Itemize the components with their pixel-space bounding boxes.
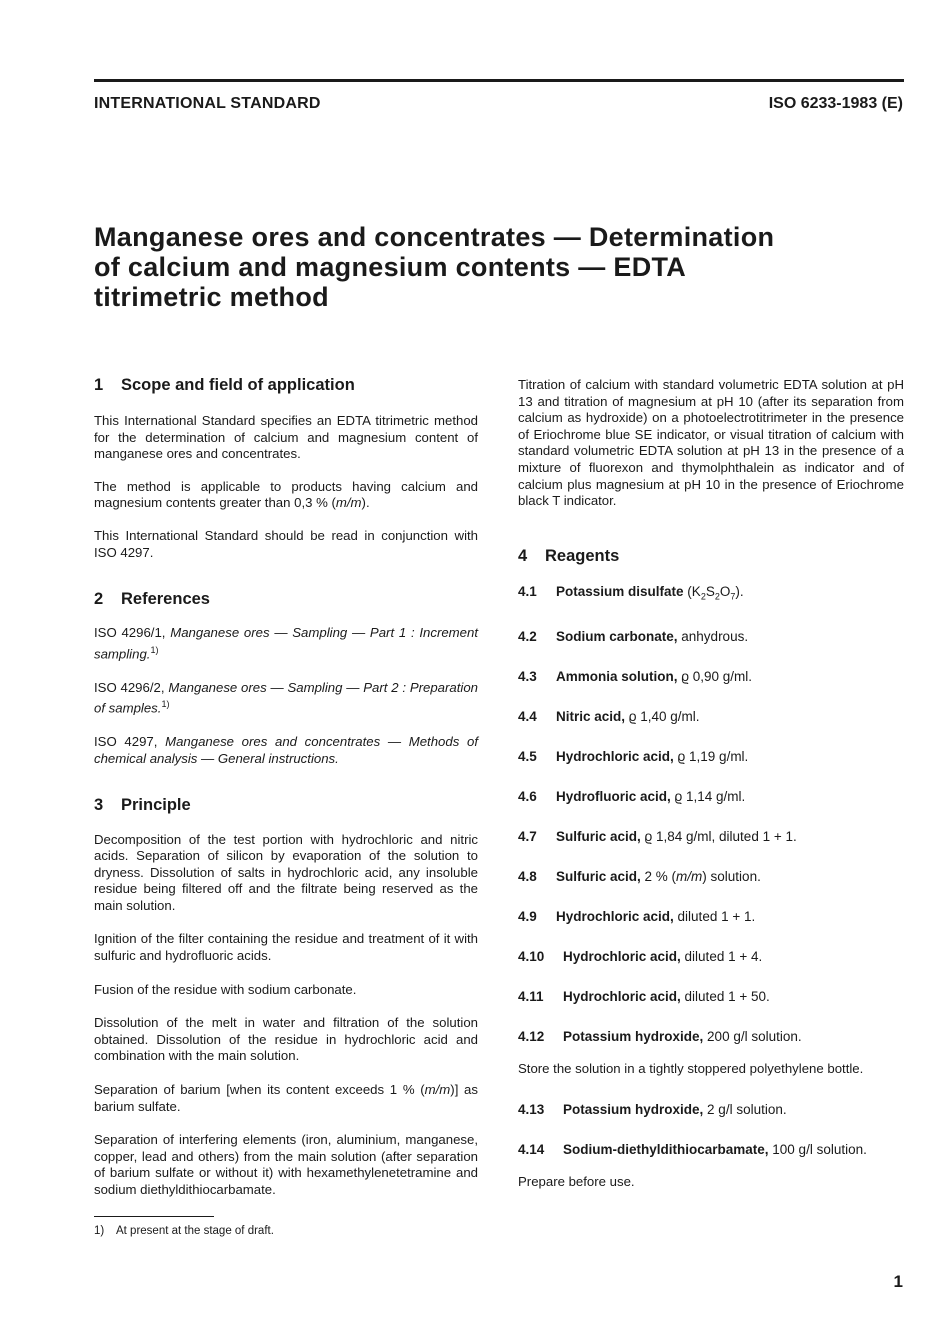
section-1-heading: 1 Scope and field of application [94,376,355,394]
reagent-4-5: 4.5 Hydrochloric acid, ϱ 1,19 g/ml. [518,749,749,765]
scope-paragraph-2: The method is applicable to products having calcium and magnesium contents greater than 0,3 % (m/m). [94,478,478,511]
section-3-heading: 3 Principle [94,795,191,814]
reference-1: ISO 4296/1, Manganese ores — Sampling — Part 1 : Increment sampling.$^{1)}$ [94,625,479,662]
reagent-4-13: 4.13 Potassium hydroxide, 2 g/l solution. [518,1102,787,1118]
reference-2: ISO 4296/2, Manganese ores — Sampling — Part 2 : Preparation of samples.$^{1)}$ [94,679,479,716]
principle-paragraph-4: Dissolution of the melt in water and filtration of the solution obtained. Dissolution of the residue in hydrochloric acid and combination with the main solution. [94,1015,478,1064]
page-number: 1 [893,1272,903,1291]
footnote: 1) At present at the stage of draft. [94,1225,274,1237]
section-4-heading: 4 Reagents [518,546,620,565]
footnote-rule [94,1216,214,1217]
title-line-2: of calcium and magnesium contents — EDTA [94,252,687,282]
principle-paragraph-7: Titration of calcium with standard volumetric EDTA solution at pH 13 and titration of magnesium at pH 10 (after its separation from calcium as hydroxide) on a photoelectrotitrimeter in the presence of Eriochrome blue SE indicator, or visual titration of calcium with standard volumetric EDTA solution at pH 13 in the presence of a mixture of fluorexon and thymolphthalein as indicator and of calcium plus magnesium at pH 10 in the presence of Eriochrome black T indicator. [518,377,904,509]
document-title [94,222,854,312]
reagent-4-4: 4.4 Nitric acid, ϱ 1,40 g/ml. [518,709,700,725]
header-document-number: ISO 6233-1983 (E) [768,95,903,112]
principle-paragraph-3: Fusion of the residue with sodium carbonate. [94,981,357,997]
principle-paragraph-5: Separation of barium [when its content exceeds 1 % (m/m)] as barium sulfate. [94,1082,478,1114]
reagent-4-8: 4.8 Sulfuric acid, 2 % (m/m) solution. [518,869,761,885]
reagent-4-12-note: Store the solution in a tightly stoppered polyethylene bottle. [518,1061,864,1077]
reagent-4-14: 4.14 Sodium-diethyldithiocarbamate, 100 g/l solution. [518,1142,867,1158]
reagent-4-11: 4.11 Hydrochloric acid, diluted 1 + 50. [518,989,770,1005]
left-column [94,376,478,1199]
header-rule [94,79,904,82]
scope-paragraph-3: This International Standard should be read in conjunction with ISO 4297. [94,527,478,560]
reagent-4-6: 4.6 Hydrofluoric acid, ϱ 1,14 g/ml. [518,789,746,805]
reagent-4-9: 4.9 Hydrochloric acid, diluted 1 + 1. [518,909,756,925]
title-line-3: titrimetric method [94,282,329,312]
principle-paragraph-6: Separation of interfering elements (iron, aluminium, manganese, copper, lead and others) from the main solution (after separation of barium sulfate or without it) with hexamethylenetetramine and sodium diethyldithiocarbamate. [94,1132,478,1197]
title-line-1: Manganese ores and concentrates — Determination [94,222,775,252]
principle-paragraph-2: Ignition of the filter containing the residue and treatment of it with sulfuric and hydrofluoric acids. [94,931,478,964]
reagent-4-12: 4.12 Potassium hydroxide, 200 g/l solution. [518,1029,802,1045]
reagent-4-10: 4.10 Hydrochloric acid, diluted 1 + 4. [518,949,763,965]
scope-paragraph-1: This International Standard specifies an EDTA titrimetric method for the determination of calcium and magnesium content of manganese ores and concentrates. [94,413,478,462]
reagent-4-2: 4.2 Sodium carbonate, anhydrous. [518,629,749,645]
reagent-4-14-note: Prepare before use. [518,1174,635,1190]
section-2-heading: 2 References [94,590,210,609]
reagent-4-3: 4.3 Ammonia solution, ϱ 0,90 g/ml. [518,669,753,685]
right-column [518,376,904,1191]
reagent-4-1: 4.1 Potassium disulfate $(K_2S_2O_7)$. [518,583,744,602]
reagent-4-7: 4.7 Sulfuric acid, ϱ 1,84 g/ml, diluted 1 + 1. [518,829,797,845]
principle-paragraph-1: Decomposition of the test portion with hydrochloric and nitric acids. Separation of silicon by evaporation of the solution to dryness. Dissolution of salts in hydrochloric acid, any insoluble residue being filtered off and the filtrate being reserved as the main solution. [94,831,478,913]
reference-3: ISO 4297, Manganese ores and concentrates — Methods of chemical analysis — General instructions. [94,734,478,766]
header-standard-label: INTERNATIONAL STANDARD [94,95,321,112]
